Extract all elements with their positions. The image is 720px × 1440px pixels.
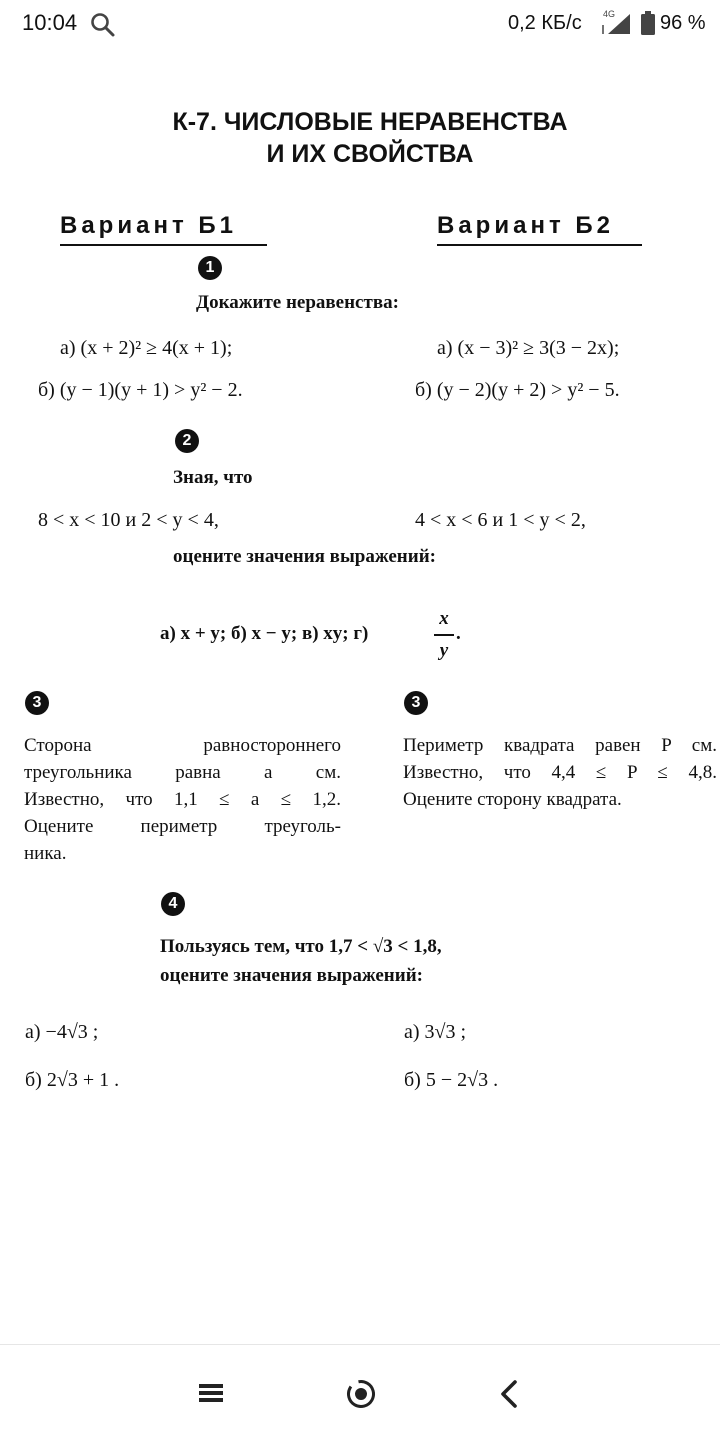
task-2-b2-condition: 4 < x < 6 и 1 < y < 2, <box>415 509 586 531</box>
battery-percentage: 96 % <box>660 12 706 34</box>
variant-b1-heading: Вариант Б1 <box>60 212 267 246</box>
battery-icon <box>640 11 656 36</box>
task-2-expressions: а) x + y; б) x − y; в) xy; г) <box>160 623 369 644</box>
variant-b2-heading: Вариант Б2 <box>437 212 642 246</box>
task-4-b2-a: а) 3√3 ; <box>404 1021 467 1043</box>
task-2-fraction-numerator: x <box>439 608 449 629</box>
task-3-b2-line: Оцените сторону квадрата. <box>403 789 622 810</box>
task-2-fraction-end: . <box>456 623 461 644</box>
status-time: 10:04 <box>22 10 78 35</box>
task-4-b1-b: б) 2√3 + 1 . <box>25 1069 120 1091</box>
menu-icon[interactable] <box>198 1382 224 1404</box>
task-4-badge: 4 <box>161 892 185 916</box>
task-1-b2-a: а) (x − 3)² ≥ 3(3 − 2x); <box>437 337 620 359</box>
task-4-line1: Пользуясь тем, что 1,7 < √3 < 1,8, <box>160 936 442 957</box>
task-3-b1-line: Известно, что 1,1 ≤ a ≤ 1,2. <box>24 789 341 810</box>
task-1-b2-b: б) (y − 2)(y + 2) > y² − 5. <box>415 379 620 401</box>
task-3-b2-text <box>403 732 717 813</box>
page-title-line2: И ИХ СВОЙСТВА <box>266 140 474 168</box>
network-speed: 0,2 КБ/с <box>508 12 582 34</box>
task-1-b1-b: б) (y − 1)(y + 1) > y² − 2. <box>38 379 243 401</box>
task-2-prompt: Зная, что <box>173 467 253 488</box>
task-2-fraction-bar <box>434 634 454 636</box>
task-1-badge: 1 <box>198 256 222 280</box>
signal-icon <box>600 12 632 36</box>
task-3-b1-line: Сторона равностороннего <box>24 735 341 756</box>
task-2-badge: 2 <box>175 429 199 453</box>
task-4-b2-b: б) 5 − 2√3 . <box>404 1069 499 1091</box>
task-3-b1-text <box>24 732 341 867</box>
network-type: 4G <box>603 9 616 19</box>
task-1-b1-a: а) (x + 2)² ≥ 4(x + 1); <box>60 337 233 359</box>
task-2-fraction-denominator: y <box>439 640 449 661</box>
task-3-b1-line: Оцените периметр треуголь- <box>24 816 341 837</box>
task-1-prompt: Докажите неравенства: <box>196 292 399 313</box>
page-title-line1: К-7. ЧИСЛОВЫЕ НЕРАВЕНСТВА <box>172 108 568 136</box>
search-icon[interactable] <box>90 12 116 38</box>
task-3-b2-line: Известно, что 4,4 ≤ P ≤ 4,8. <box>403 762 717 783</box>
back-icon[interactable] <box>497 1378 521 1410</box>
task-3-b1-line: ника. <box>24 843 67 864</box>
task-4-b1-a: а) −4√3 ; <box>25 1021 99 1043</box>
task-2-instruction: оцените значения выражений: <box>173 546 436 567</box>
task-3-b2-badge: 3 <box>404 691 428 715</box>
task-4-line2: оцените значения выражений: <box>160 965 423 986</box>
task-3-b1-badge: 3 <box>25 691 49 715</box>
task-2-b1-condition: 8 < x < 10 и 2 < y < 4, <box>38 509 219 531</box>
task-3-b1-line: треугольника равна a см. <box>24 762 341 783</box>
task-3-b2-line: Периметр квадрата равен P см. <box>403 735 717 756</box>
navigation-bar <box>0 1344 720 1440</box>
home-icon[interactable] <box>345 1378 377 1410</box>
